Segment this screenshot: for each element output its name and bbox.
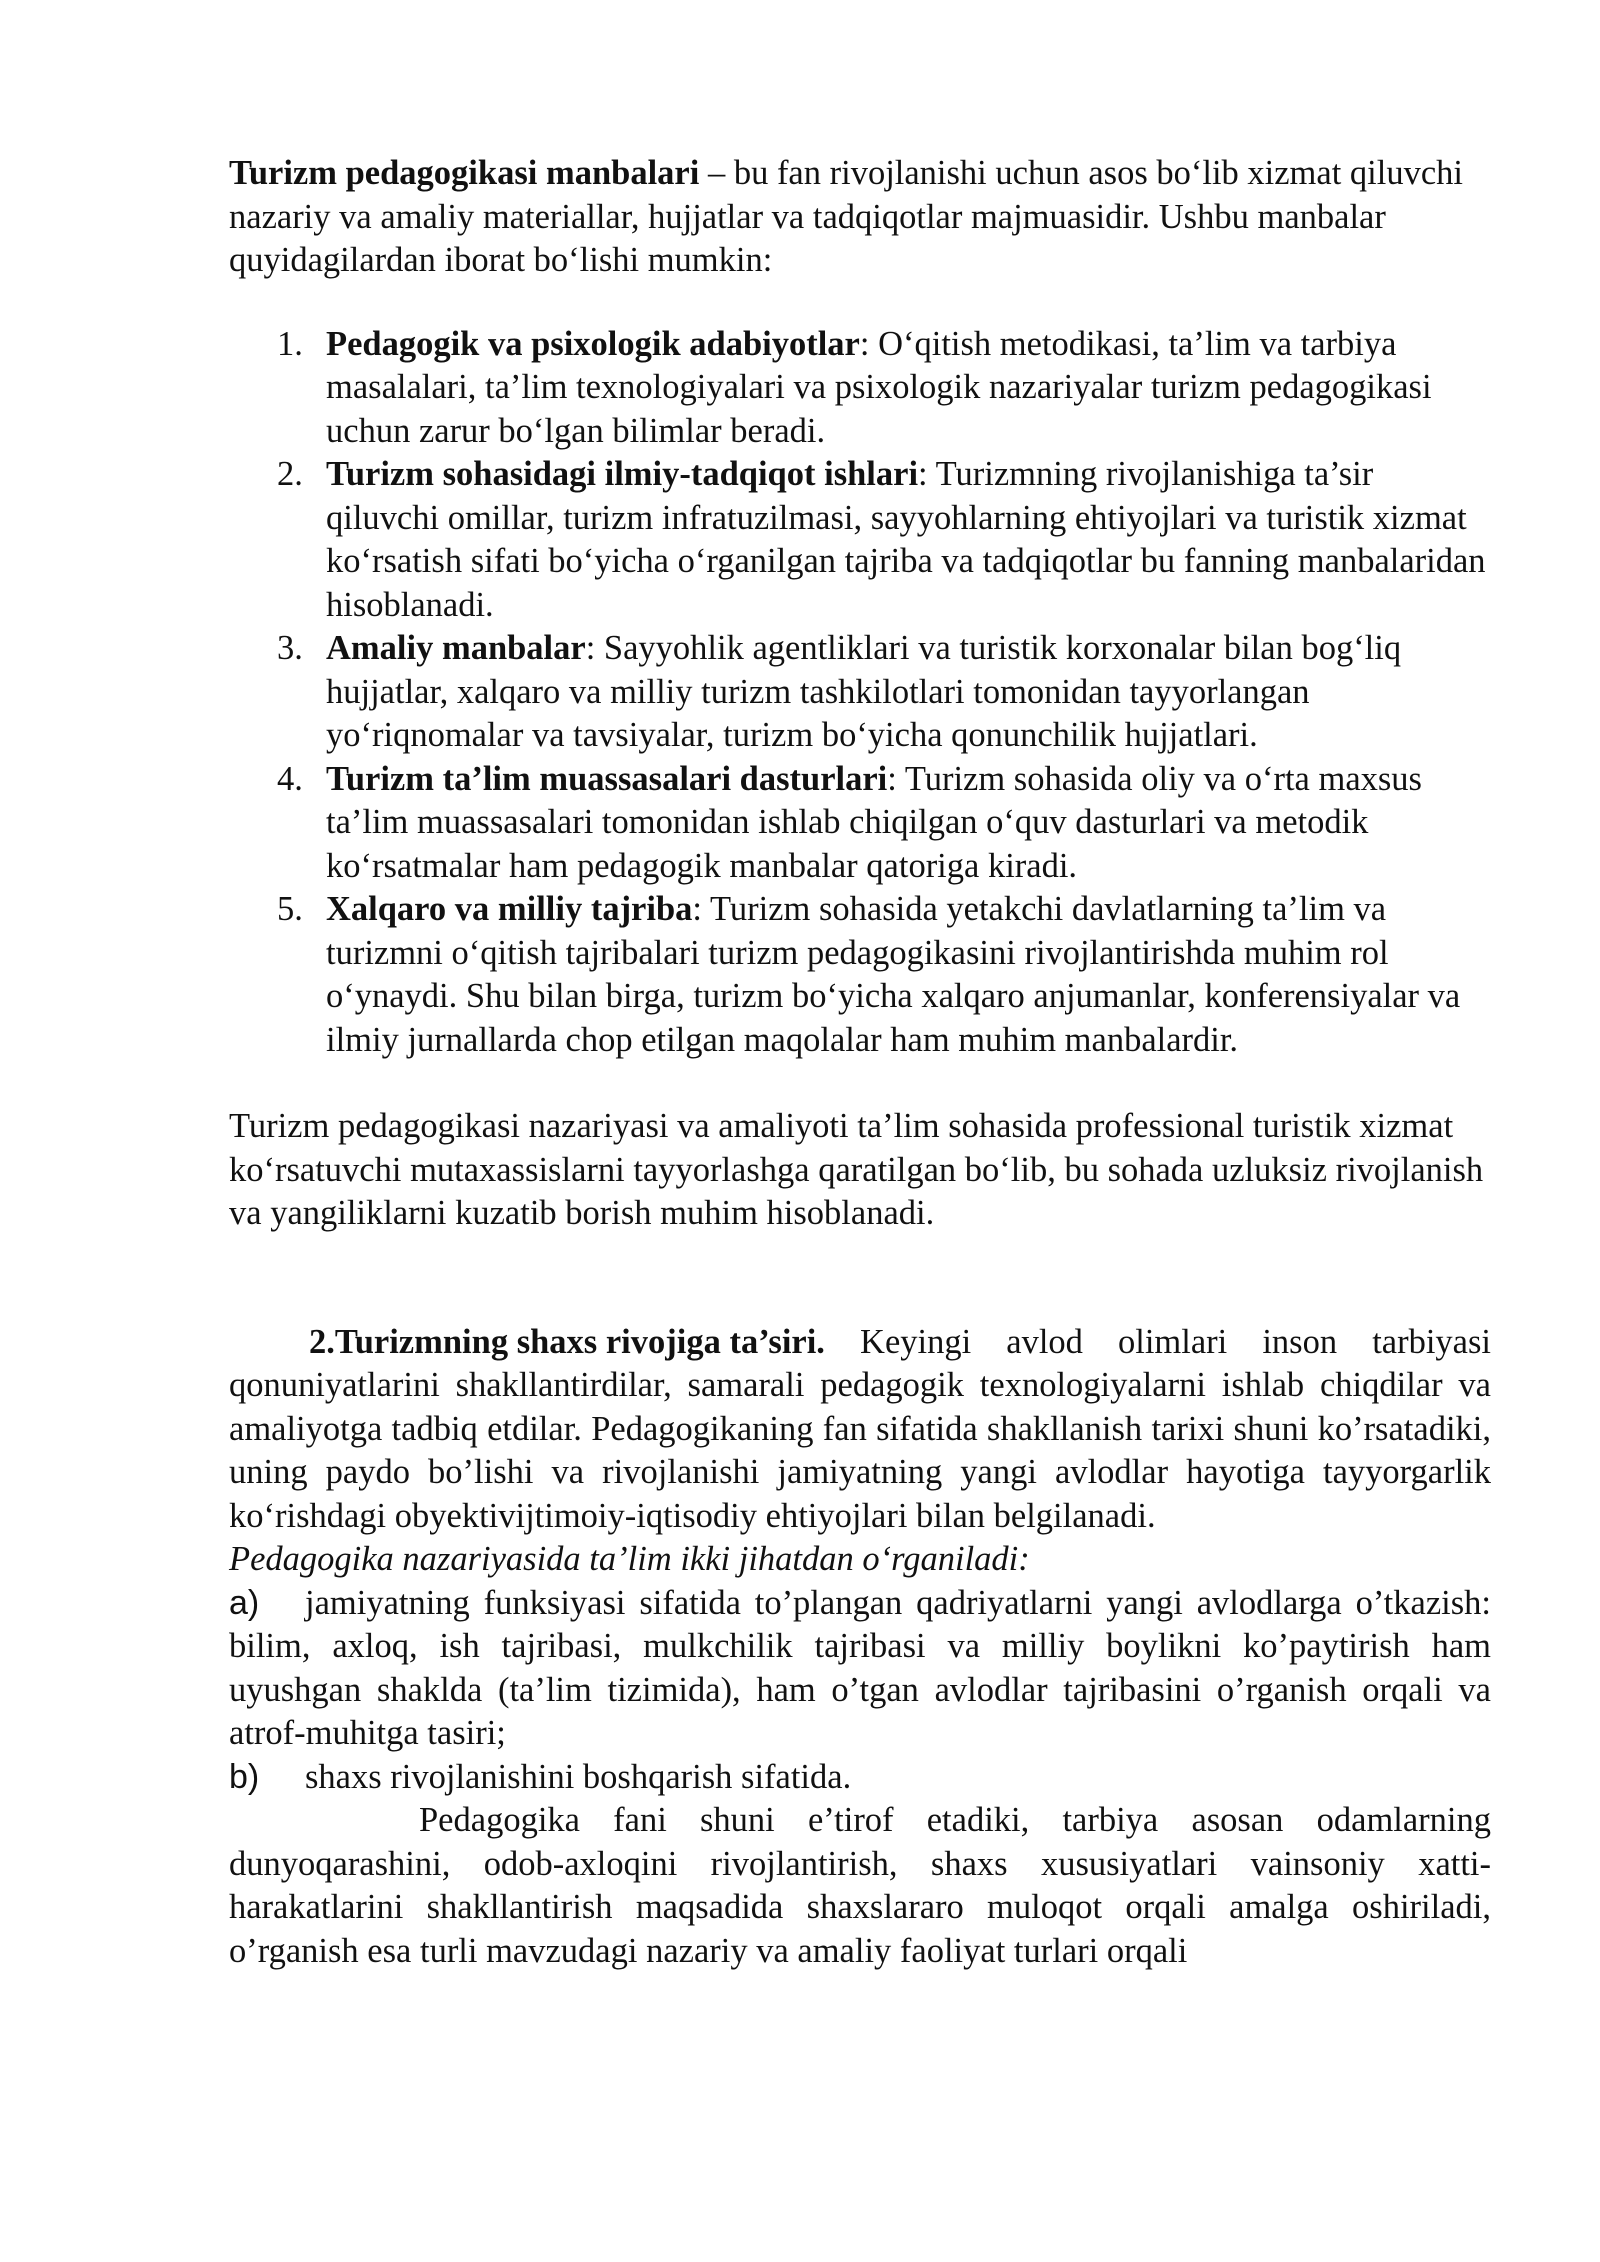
list-item-text: : Sayyohlik agentliklari va turistik korxonalar bilan bog‘liq hujjatlar, xalqaro va milliy turizm tashkilotlari tomonidan tayyorlangan yo‘riqnomalar va tavsiyalar, turizm bo‘yicha qonunchilik hujjatlari. xyxy=(326,629,1402,754)
italic-subheading: Pedagogika nazariyasida ta’lim ikki jihatdan o‘rganiladi: xyxy=(229,1540,1030,1578)
intro-paragraph xyxy=(229,152,1491,283)
list-item-text: : Turizmning rivojlanishiga ta’sir qiluvchi omillar, turizm infratuzilmasi, sayyohlarning ehtiyojlari va turistik xizmat ko‘rsatish sifati bo‘yicha o‘rganilgan tajriba va tadqiqotlar bu fanning manbalaridan hisoblanadi. xyxy=(326,455,1486,624)
list-item-title: Amaliy manbalar xyxy=(326,629,586,667)
intro-term: Turizm pedagogikasi manbalari xyxy=(229,154,700,192)
list-item-title: Turizm sohasidagi ilmiy-tadqiqot ishlari xyxy=(326,455,919,493)
intro-definition: – bu fan rivojlanishi uchun asos bo‘lib xizmat qiluvchi nazariy va amaliy materiallar, hujjatlar va tadqiqotlar majmuasidir. Ushbu manbalar quyidagilardan iborat bo‘lishi mumkin: xyxy=(229,154,1463,279)
list-number: 4. xyxy=(277,759,303,798)
list-number: 2. xyxy=(277,455,303,493)
list-item-text: : O‘qitish metodikasi, ta’lim va tarbiya masalalari, ta’lim texnologiyalari va psixologik nazariyalar turizm pedagogikasi uchun zarur bo‘lgan bilimlar beradi. xyxy=(326,324,1432,450)
section-2-heading: 2.Turizmning shaxs rivojiga ta’siri. xyxy=(309,1322,825,1361)
document-page xyxy=(229,152,1491,1973)
list-item-text: : Turizm sohasida yetakchi davlatlarning ta’lim va turizmni o‘qitish tajribalari turizm pedagogikasini rivojlantirishda muhim rol o‘ynaydi. Shu bilan birga, turizm bo‘yicha xalqaro anjumanlar, konferensiyalar va ilmiy jurnallarda chop etilgan maqolalar ham muhim manbalardir. xyxy=(326,890,1461,1059)
list-item xyxy=(229,453,1491,627)
list-number: 1. xyxy=(277,324,303,363)
list-number: 3. xyxy=(277,629,303,667)
section-2-paragraph xyxy=(229,1321,1491,1539)
list-item xyxy=(229,758,1491,889)
section-2-text: Keyingi avlod olimlari inson tarbiyasi qonuniyatlarini shakllantirdilar, samarali pedagogik texnologiyalarni ishlab chiqdilar va amaliyotga tadbiq etdilar. Pedagogikaning fan sifatida shakllanish tarixi shuni ko’rsatadiki, uning paydo bo’lishi va rivojlanishi jamiyatning yangi avlodlar hayotiga tayyorgarlik ko‘rishdagi obyektivijtimoiy-iqtisodiy ehtiyojlari bilan belgilanadi. xyxy=(229,1322,1491,1535)
list-item xyxy=(229,323,1491,454)
sources-list xyxy=(229,323,1491,1063)
list-item-title: Pedagogik va psixologik adabiyotlar xyxy=(326,324,860,363)
item-text: shaxs rivojlanishini boshqarish sifatida. xyxy=(305,1757,852,1796)
item-letter: a) xyxy=(229,1583,260,1622)
list-number: 5. xyxy=(277,890,303,928)
list-item-title: Turizm ta’lim muassasalari dasturlari xyxy=(326,759,888,798)
lettered-item-a xyxy=(229,1582,1491,1756)
conclusion-paragraph: Turizm pedagogikasi nazariyasi va amaliyoti ta’lim sohasida professional turistik xizmat ko‘rsatuvchi mutaxassislarni tayyorlashga qaratilgan bo‘lib, bu sohada uzluksiz rivojlanish va yangiliklarni kuzatib borish muhim hisoblanadi. xyxy=(229,1107,1484,1232)
list-item xyxy=(229,888,1491,1062)
list-item xyxy=(229,627,1491,758)
final-paragraph: Pedagogika fani shuni e’tirof etadiki, tarbiya asosan odamlarning dunyoqarashini, odob-axloqini rivojlantirish, shaxs xususiyatlari vainsoniy xatti-harakatlarini shakllantirish maqsadida shaxslararo muloqot orqali amalga oshiriladi, o’rganish esa turli mavzudagi nazariy va amaliy faoliyat turlari orqali xyxy=(229,1801,1491,1970)
item-text: jamiyatning funksiyasi sifatida to’plangan qadriyatlarni yangi avlodlarga o’tkazish: bilim, axloq, ish tajribasi, mulkchilik tajribasi va milliy boylikni ko’paytirish ham uyushgan shaklda (ta’lim tizimida), ham o’tgan avlodlar tajribasini o’rganish orqali va atrof-muhitga tasiri; xyxy=(229,1583,1491,1752)
lettered-item-b xyxy=(229,1756,1491,1800)
list-item-title: Xalqaro va milliy tajriba xyxy=(326,890,693,928)
item-letter: b) xyxy=(229,1757,260,1796)
list-item-text: : Turizm sohasida oliy va o‘rta maxsus ta’lim muassasalari tomonidan ishlab chiqilgan o‘quv dasturlari va metodik ko‘rsatmalar ham pedagogik manbalar qatoriga kiradi. xyxy=(326,759,1422,885)
